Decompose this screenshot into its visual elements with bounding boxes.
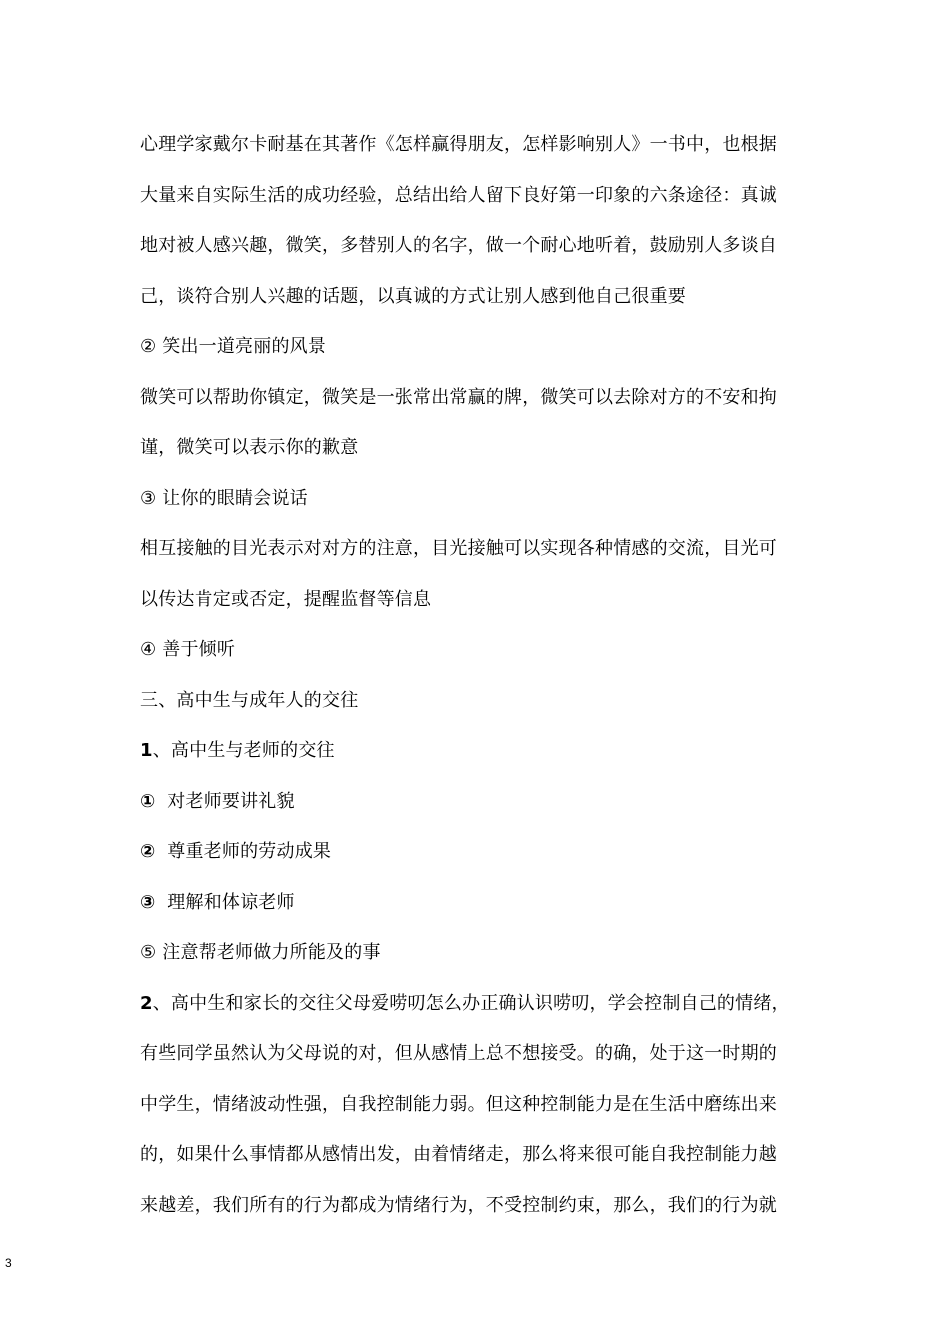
list-item	[140, 827, 830, 878]
list-marker: ①	[140, 790, 156, 812]
line-text: 来越差，我们所有的行为都成为情绪行为，不受控制约束，那么，我们的行为就	[140, 1194, 777, 1216]
list-item-heading	[140, 928, 830, 979]
line-text: 谨，微笑可以表示你的歉意	[140, 437, 359, 458]
line-text: 的，如果什么事情都从感情出发，由着情绪走，那么将来很可能自我控制能力越	[140, 1144, 777, 1165]
text-line	[140, 524, 830, 575]
list-marker: ②	[140, 841, 156, 862]
heading-number: 1	[140, 740, 153, 761]
line-text: 、高中生与老师的交往	[152, 740, 335, 761]
text-line	[140, 423, 830, 474]
text-line	[140, 1080, 830, 1131]
list-item-heading	[140, 474, 830, 525]
line-text: 中学生，情绪波动性强，自我控制能力弱。但这种控制能力是在生活中磨练出来	[140, 1093, 777, 1115]
line-text: 理解和体谅老师	[155, 891, 295, 913]
text-line	[140, 1181, 830, 1232]
line-text: 以传达肯定或否定，提醒监督等信息	[140, 588, 432, 610]
list-marker: ③	[140, 891, 156, 913]
line-text: 三、高中生与成年人的交往	[140, 689, 359, 711]
text-line	[140, 120, 830, 171]
line-text: 相互接触的目光表示对对方的注意，目光接触可以实现各种情感的交流，目光可	[140, 538, 777, 559]
heading-number: 2	[140, 992, 153, 1014]
text-line	[140, 575, 830, 626]
text-line	[140, 171, 830, 222]
line-text: ④ 善于倾听	[140, 639, 236, 660]
line-text: 对老师要讲礼貌	[155, 790, 295, 812]
text-line	[140, 1029, 830, 1080]
list-item	[140, 878, 830, 929]
line-text: 、高中生和家长的交往父母爱唠叨怎么办正确认识唠叨，学会控制自己的情绪，	[152, 992, 790, 1014]
document-body	[140, 120, 830, 1231]
text-line	[140, 373, 830, 424]
line-text: 大量来自实际生活的成功经验，总结出给人留下良好第一印象的六条途径：真诚	[140, 184, 777, 206]
line-text: 己，谈符合别人兴趣的话题，以真诚的方式让别人感到他自己很重要	[140, 285, 686, 307]
list-item-heading	[140, 322, 830, 373]
line-text: 有些同学虽然认为父母说的对，但从感情上总不想接受。的确，处于这一时期的	[140, 1043, 777, 1064]
line-text: 心理学家戴尔卡耐基在其著作《怎样赢得朋友，怎样影响别人》一书中，也根据	[140, 134, 777, 155]
line-text: ⑤ 注意帮老师做力所能及的事	[140, 942, 381, 963]
line-text: ③ 让你的眼睛会说话	[140, 487, 308, 509]
text-line	[140, 272, 830, 323]
section-heading	[140, 676, 830, 727]
subsection-heading	[140, 726, 830, 777]
line-text: 地对被人感兴趣，微笑，多替别人的名字，做一个耐心地听着，鼓励别人多谈自	[140, 235, 777, 256]
text-line	[140, 221, 830, 272]
page-number: 3	[5, 1256, 12, 1270]
list-item-heading	[140, 625, 830, 676]
subsection-heading	[140, 979, 830, 1030]
line-text: 微笑可以帮助你镇定，微笑是一张常出常赢的牌，微笑可以去除对方的不安和拘	[140, 386, 777, 408]
line-text: 尊重老师的劳动成果	[155, 841, 332, 862]
line-text: ② 笑出一道亮丽的风景	[140, 336, 327, 357]
text-line	[140, 1130, 830, 1181]
list-item	[140, 777, 830, 828]
